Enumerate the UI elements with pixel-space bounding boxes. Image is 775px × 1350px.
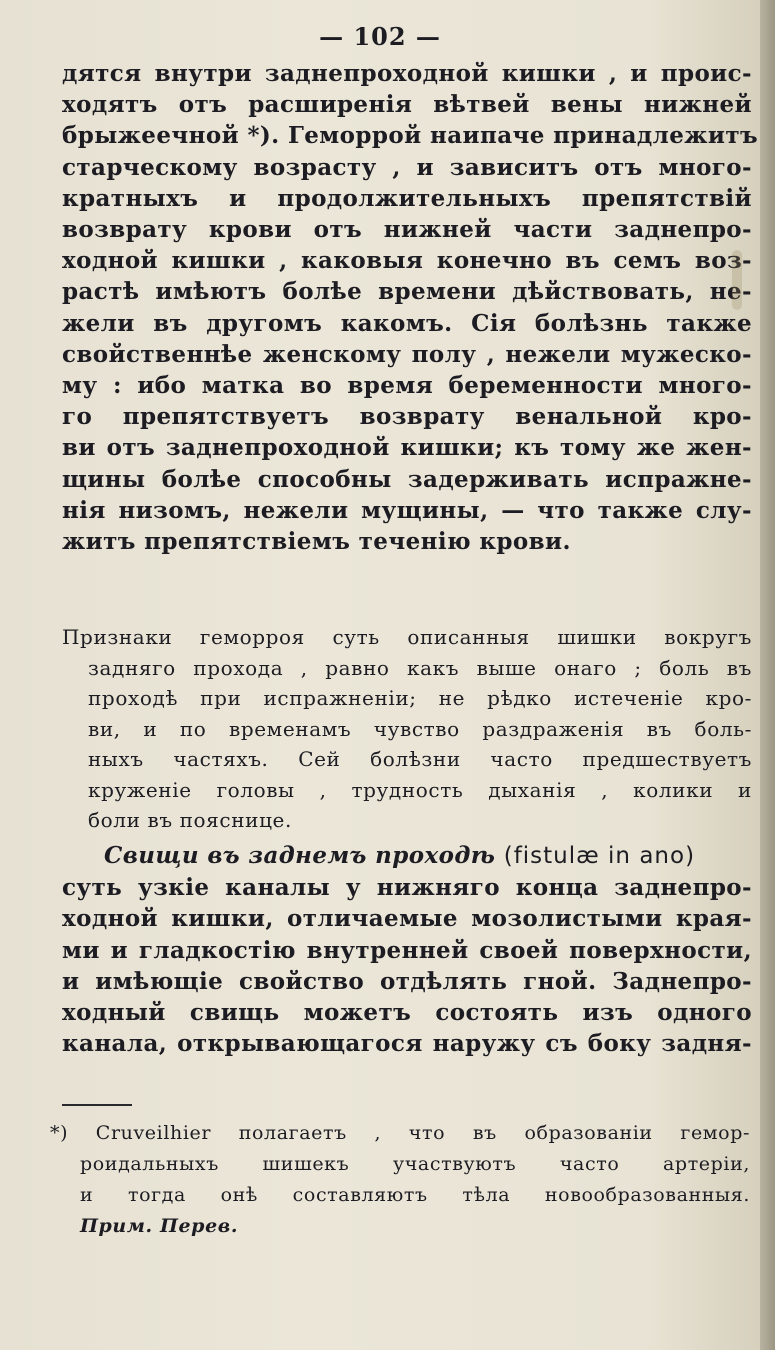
- text-line: ходный свищь можетъ состоять изъ одного: [62, 999, 752, 1027]
- paragraph-hemorrhoids-causes: [62, 58, 759, 557]
- heading-italic: Свищи въ заднемъ проходѣ: [104, 842, 496, 869]
- text-line: и имѣющіе свойство отдѣлять гной. Заднепро-: [62, 967, 752, 995]
- text-line: ви отъ заднепроходной кишки; къ тому же жен-: [62, 434, 752, 462]
- paragraph-anal-fistulas: [62, 840, 752, 1059]
- text-line: задняго прохода , равно какъ выше онаго ; боль въ: [88, 655, 752, 680]
- text-line: круженіе головы , трудность дыханія , колики и: [88, 777, 752, 802]
- text-line: старческому возрасту , и зависитъ отъ много-: [62, 153, 752, 181]
- paper-stain: [732, 250, 742, 310]
- paragraph-hemorrhoids-symptoms: [62, 622, 752, 836]
- footnote: [50, 1118, 750, 1242]
- text-line: канала, открывающагося наружу съ боку задня-: [62, 1030, 752, 1058]
- footnote-divider: [62, 1104, 132, 1106]
- text-line: кратныхъ и продолжительныхъ препятствій: [62, 184, 752, 212]
- text-line: свойственнѣе женскому полу , нежели мужеско-: [62, 340, 752, 368]
- text-line: боли въ пояснице.: [88, 808, 292, 832]
- text-line: проходѣ при испражненіи; не рѣдко истеченіе кро-: [88, 686, 752, 710]
- text-line: ныхъ частяхъ. Сей болѣзни часто предшествуетъ: [88, 747, 752, 771]
- text-line: го препятствуетъ возврату венальной кро-: [62, 403, 752, 431]
- footnote-line: *) Cruveilhier полагаетъ , что въ образованіи гемор-: [50, 1122, 750, 1144]
- book-gutter: [760, 0, 775, 1350]
- text-line: нія низомъ, нежели мущины, — что также слу-: [62, 496, 752, 524]
- page-number: — 102 —: [319, 22, 441, 51]
- text-line: му : ибо матка во время беременности много-: [62, 372, 752, 400]
- text-line: жели въ другомъ какомъ. Сія болѣзнь также: [62, 309, 752, 337]
- text-line: ми и гладкостію внутренней своей поверхности,: [62, 936, 752, 964]
- text-line: житъ препятствіемъ теченію крови.: [62, 528, 571, 556]
- text-line: щины болѣе способны задерживать испражне-: [62, 465, 752, 493]
- footnote-line: и тогда онѣ составляютъ тѣла новообразованныя.: [80, 1184, 750, 1206]
- text-line: ходной кишки, отличаемые мозолистыми края-: [62, 905, 752, 933]
- text-line: ходятъ отъ расширенія вѣтвей вены нижней: [62, 91, 752, 119]
- text-line: растѣ имѣютъ болѣе времени дѣйствовать, не-: [62, 278, 752, 306]
- heading-latin: (fistulæ in ano): [503, 843, 696, 869]
- text-line: суть узкіе каналы у нижняго конца заднепро-: [62, 874, 752, 902]
- text-line: возврату крови отъ нижней части заднепро-: [62, 216, 752, 244]
- text-line: ходной кишки , каковыя конечно въ семъ воз-: [62, 247, 752, 275]
- footnote-signature: Прим. Перев.: [80, 1215, 239, 1237]
- text-line: ви, и по временамъ чувство раздраженія въ боль-: [88, 716, 752, 741]
- text-line: Признаки геморроя суть описанныя шишки вокругъ: [62, 625, 752, 649]
- text-line: дятся внутри заднепроходной кишки , и проис-: [62, 60, 752, 87]
- footnote-line: роидальныхъ шишекъ участвуютъ часто артеріи,: [80, 1153, 750, 1175]
- text-line: брыжеечной *). Геморрой наипаче принадлежитъ: [62, 122, 759, 150]
- section-heading: [62, 840, 752, 872]
